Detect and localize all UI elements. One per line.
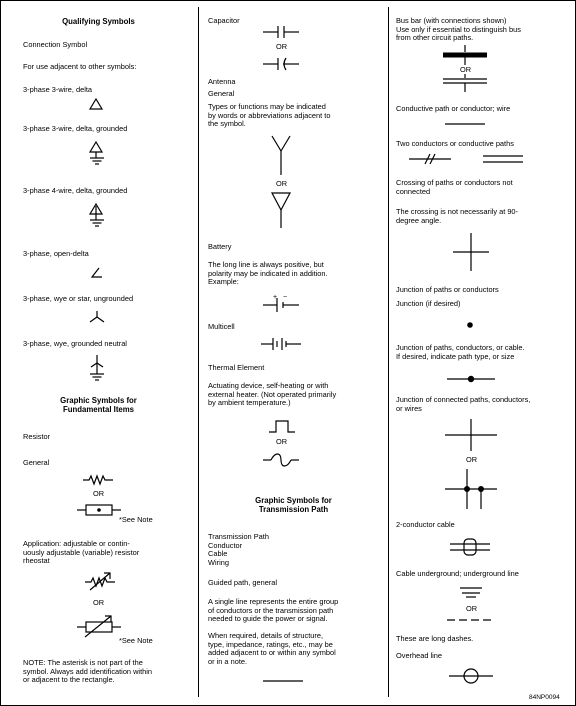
- when-required-text: When required, details of structure, type, impedance, ratings, etc., may be added adjacent to or within any symbol or in a note.: [208, 631, 336, 666]
- junction-tee-icon: [445, 419, 497, 451]
- or-bus-label: OR: [460, 65, 472, 74]
- column-divider-left: [198, 7, 199, 697]
- overhead-line-icon: [449, 668, 493, 684]
- delta-grounded-icon: [89, 141, 107, 167]
- or-junction-label: OR: [466, 455, 478, 464]
- three-phase-delta-label: 3-phase 3-wire, delta: [23, 85, 93, 94]
- bus-bar-alt-icon: [439, 74, 491, 92]
- bus-bar-icon: [439, 45, 491, 65]
- resistor-box-icon: [77, 503, 121, 517]
- resistor-label: Resistor: [23, 432, 51, 441]
- four-wire-delta-grounded-label: 3-phase 4-wire, delta, grounded: [23, 186, 128, 195]
- figure-code: 84NP0094: [529, 694, 560, 701]
- wye-grounded-neutral-label: 3-phase, wye, grounded neutral: [23, 339, 127, 348]
- antenna-icon: [270, 135, 292, 175]
- single-line-text: A single line represents the entire group of conductors or the transmission path needed to guide the power or signal.: [208, 597, 339, 624]
- connection-symbol-label: Connection Symbol: [23, 40, 88, 49]
- overhead-line-label: Overhead line: [396, 651, 443, 660]
- capacitor-label: Capacitor: [208, 16, 240, 25]
- three-phase-delta-grounded-label: 3-phase 3-wire, delta, grounded: [23, 124, 128, 133]
- resistor-zigzag-icon: [83, 475, 113, 485]
- transmission-path-title: Graphic Symbols for Transmission Path: [255, 496, 332, 514]
- column-divider-right: [388, 7, 389, 697]
- antenna-triangle-icon: [270, 192, 292, 228]
- thermal-element-label: Thermal Element: [208, 363, 265, 372]
- wye-grounded-icon: [88, 354, 106, 382]
- or-thermal-label: OR: [276, 437, 288, 446]
- see-note-label-1: *See Note: [119, 515, 153, 524]
- conductive-path-label: Conductive path or conductor; wire: [396, 104, 511, 113]
- antenna-types-text: Types or functions may be indicated by words or abbreviations adjacent to the symbol.: [208, 102, 331, 129]
- or-variable-label: OR: [93, 598, 105, 607]
- two-conductors-slash-icon: [409, 152, 451, 166]
- multicell-label: Multicell: [208, 322, 235, 331]
- variable-resistor-box-icon: [77, 613, 121, 639]
- battery-text: The long line is always positive, but polarity may be indicated in addition. Example:: [208, 260, 328, 287]
- open-delta-icon: [90, 267, 104, 279]
- underground-ground-icon: [460, 586, 482, 602]
- or-resistor-label: OR: [93, 489, 105, 498]
- junction-cable-text: Junction of paths, conductors, or cable. If desired, indicate path type, or size: [396, 343, 525, 361]
- two-conductor-cable-icon: [450, 537, 490, 557]
- delta-icon: [89, 98, 103, 111]
- delta-four-wire-grounded-icon: [89, 203, 107, 229]
- conductor-line-icon: [445, 122, 485, 126]
- long-dashes-label: These are long dashes.: [396, 634, 474, 643]
- svg-text:−: −: [283, 294, 288, 301]
- capacitor-curved-icon: [263, 57, 299, 71]
- multicell-battery-icon: [261, 337, 301, 351]
- qualifying-symbols-title: Qualifying Symbols: [62, 17, 135, 26]
- junction-dot-icon: [466, 321, 474, 329]
- junction-dotted-icon: [445, 469, 497, 509]
- cable-underground-label: Cable underground; underground line: [396, 569, 519, 578]
- crossing-label: Crossing of paths or conductors not connected: [396, 178, 513, 196]
- thermal-element-icon: [269, 419, 295, 433]
- for-use-label: For use adjacent to other symbols:: [23, 62, 137, 71]
- antenna-label: Antenna: [208, 77, 236, 86]
- guided-path-label: Guided path, general: [208, 578, 278, 587]
- two-conductor-cable-label: 2-conductor cable: [396, 520, 455, 529]
- thermal-text: Actuating device, self-heating or with external heater. (Not operated primarily by ambient temperature.): [208, 381, 337, 408]
- general-label: General: [23, 458, 50, 467]
- note-text: NOTE: The asterisk is not part of the symbol. Always add identification within or adjacent to the rectangle.: [23, 658, 152, 685]
- battery-icon: [263, 293, 299, 313]
- wye-icon: [89, 310, 105, 324]
- or-capacitor-label: OR: [276, 42, 288, 51]
- antenna-general-label: General: [208, 89, 235, 98]
- open-delta-label: 3-phase, open-delta: [23, 249, 89, 258]
- two-conductors-parallel-icon: [483, 152, 523, 166]
- capacitor-icon: [263, 26, 299, 38]
- bus-bar-text: Bus bar (with connections shown) Use only if essential to distinguish bus from other circuit paths.: [396, 16, 521, 43]
- variable-resistor-icon: [85, 571, 115, 591]
- thermal-element-alt-icon: [263, 452, 299, 468]
- fundamental-items-title: Graphic Symbols for Fundamental Items: [60, 396, 137, 414]
- junction-label: Junction of paths or conductors: [396, 285, 499, 294]
- crossing-note: The crossing is not necessarily at 90- degree angle.: [396, 207, 518, 225]
- junction-connected-text: Junction of connected paths, conductors, or wires: [396, 395, 531, 413]
- junction-cable-icon: [447, 375, 495, 383]
- crossing-icon: [453, 233, 489, 271]
- svg-text:+: +: [273, 294, 278, 301]
- guided-path-line-icon: [263, 679, 303, 683]
- or-antenna-label: OR: [276, 179, 288, 188]
- wye-ungrounded-label: 3-phase, wye or star, ungrounded: [23, 294, 134, 303]
- junction-desired-label: Junction (if desired): [396, 299, 461, 308]
- two-conductors-label: Two conductors or conductive paths: [396, 139, 514, 148]
- transmission-list: Transmission Path Conductor Cable Wiring: [208, 532, 269, 567]
- long-dashes-icon: [447, 618, 493, 622]
- application-text: Application: adjustable or contin- uously adjustable (variable) resistor rheostat: [23, 539, 140, 566]
- battery-label: Battery: [208, 242, 232, 251]
- see-note-label-2: *See Note: [119, 636, 153, 645]
- or-cable-label: OR: [466, 604, 478, 613]
